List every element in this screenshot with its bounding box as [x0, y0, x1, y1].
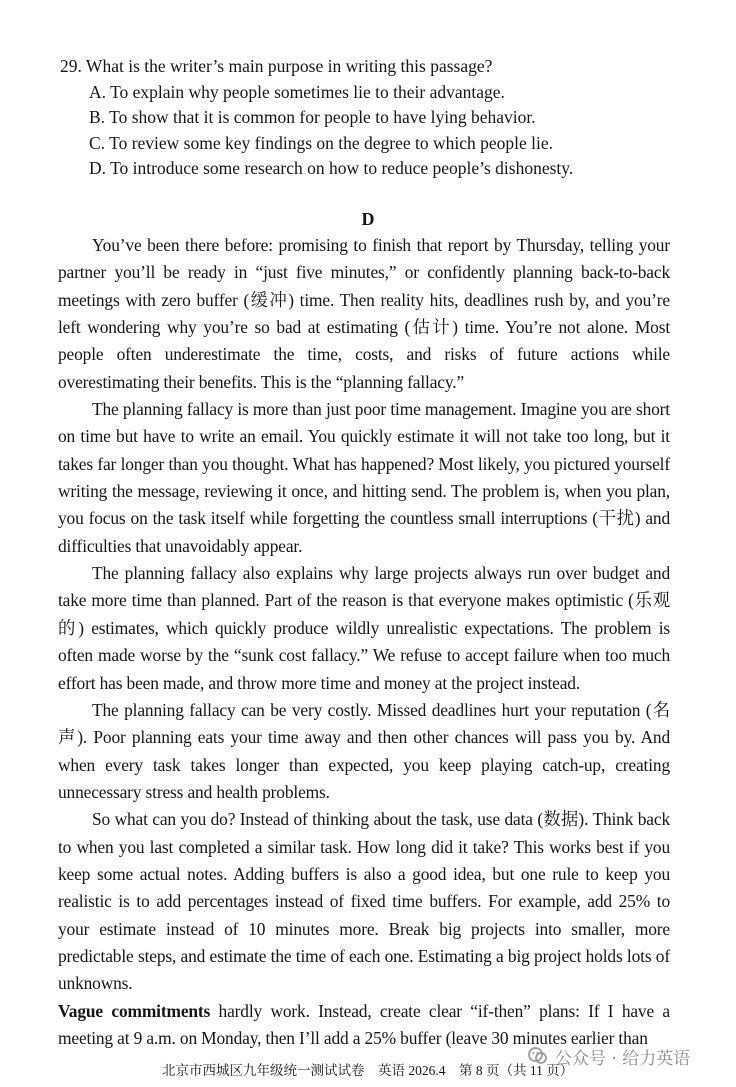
option-b: B. To show that it is common for people to have lying behavior. — [89, 107, 536, 128]
paragraph-5: So what can you do? Instead of thinking about the task, use data (数据). Think back to when you last completed a similar task. How long did it take? This works best if you keep some actual notes. Adding buffers is also a good idea, but one rule to keep you realistic is to add percentages instead of fixed time buffers. For example, add 25% to your estimate instead of 10 minutes more. Break big projects into smaller, more predictable steps, and estimate the time of each one. Estimating a big project holds lots of unknowns. — [58, 809, 670, 994]
bold-phrase: Vague commitments — [58, 1000, 211, 1021]
paragraph-3: The planning fallacy also explains why large projects always run over budget and take more time than planned. Part of the reason is that everyone makes optimistic (乐观的) estimates, which quickly produce wildly unrealistic expectations. The problem is often made worse by the “sunk cost fallacy.” We refuse to accept failure when too much effort has been made, and throw more time and money at the project instead. — [58, 563, 670, 693]
reading-passage — [58, 232, 670, 1052]
exam-info: 北京市西城区九年级统一测试试卷 英语 2026.4 第 8 页（共 11 页） — [162, 1063, 574, 1078]
option-c: C. To review some key findings on the degree to which people lie. — [89, 132, 554, 153]
option-a: A. To explain why people sometimes lie to their advantage. — [89, 81, 505, 102]
paragraph-1: You’ve been there before: promising to finish that report by Thursday, telling your partner you’ll be ready in “just five minutes,” or confidently planning back-to-back meetings with zero buffer (缓冲) time. Then reality hits, deadlines rush by, and you’re left wondering why you’re so bad at estimating (估计) time. You’re not alone. Most people often underestimate the time, costs, and risks of future actions while overestimating their benefits. This is the “planning fallacy.” — [58, 235, 670, 392]
wechat-official-account-icon — [527, 1046, 549, 1066]
watermark — [527, 1043, 690, 1069]
watermark-text: 公众号 · 给力英语 — [555, 1048, 691, 1069]
option-d: D. To introduce some research on how to reduce people’s dishonesty. — [89, 158, 574, 179]
paragraph-6-text: hardly work. Instead, create clear “if-then” plans: If I have a meeting at 9 a.m. on Monday, then I’ll add a 25% buffer (leave 30 minutes earlier than — [58, 1000, 670, 1048]
paragraph-2: The planning fallacy is more than just poor time management. Imagine you are short on time but have to write an email. You quickly estimate it will not take too long, but it takes far longer than you thought. What has happened? Most likely, you pictured yourself writing the message, reviewing it once, and hitting send. The problem is, when you plan, you focus on the task itself while forgetting the countless small interruptions (干扰) and difficulties that unavoidably appear. — [58, 399, 670, 556]
section-heading: D — [361, 209, 375, 229]
paragraph-4: The planning fallacy can be very costly. Missed deadlines hurt your reputation (名声). Poor planning eats your time away and then other chances will pass you by. And when every task takes longer than expected, you keep playing catch-up, creating unnecessary stress and health problems. — [58, 699, 670, 802]
question-29 — [60, 54, 700, 182]
page-footer — [0, 1048, 736, 1084]
question-stem: 29. What is the writer’s main purpose in writing this passage? — [60, 56, 493, 76]
